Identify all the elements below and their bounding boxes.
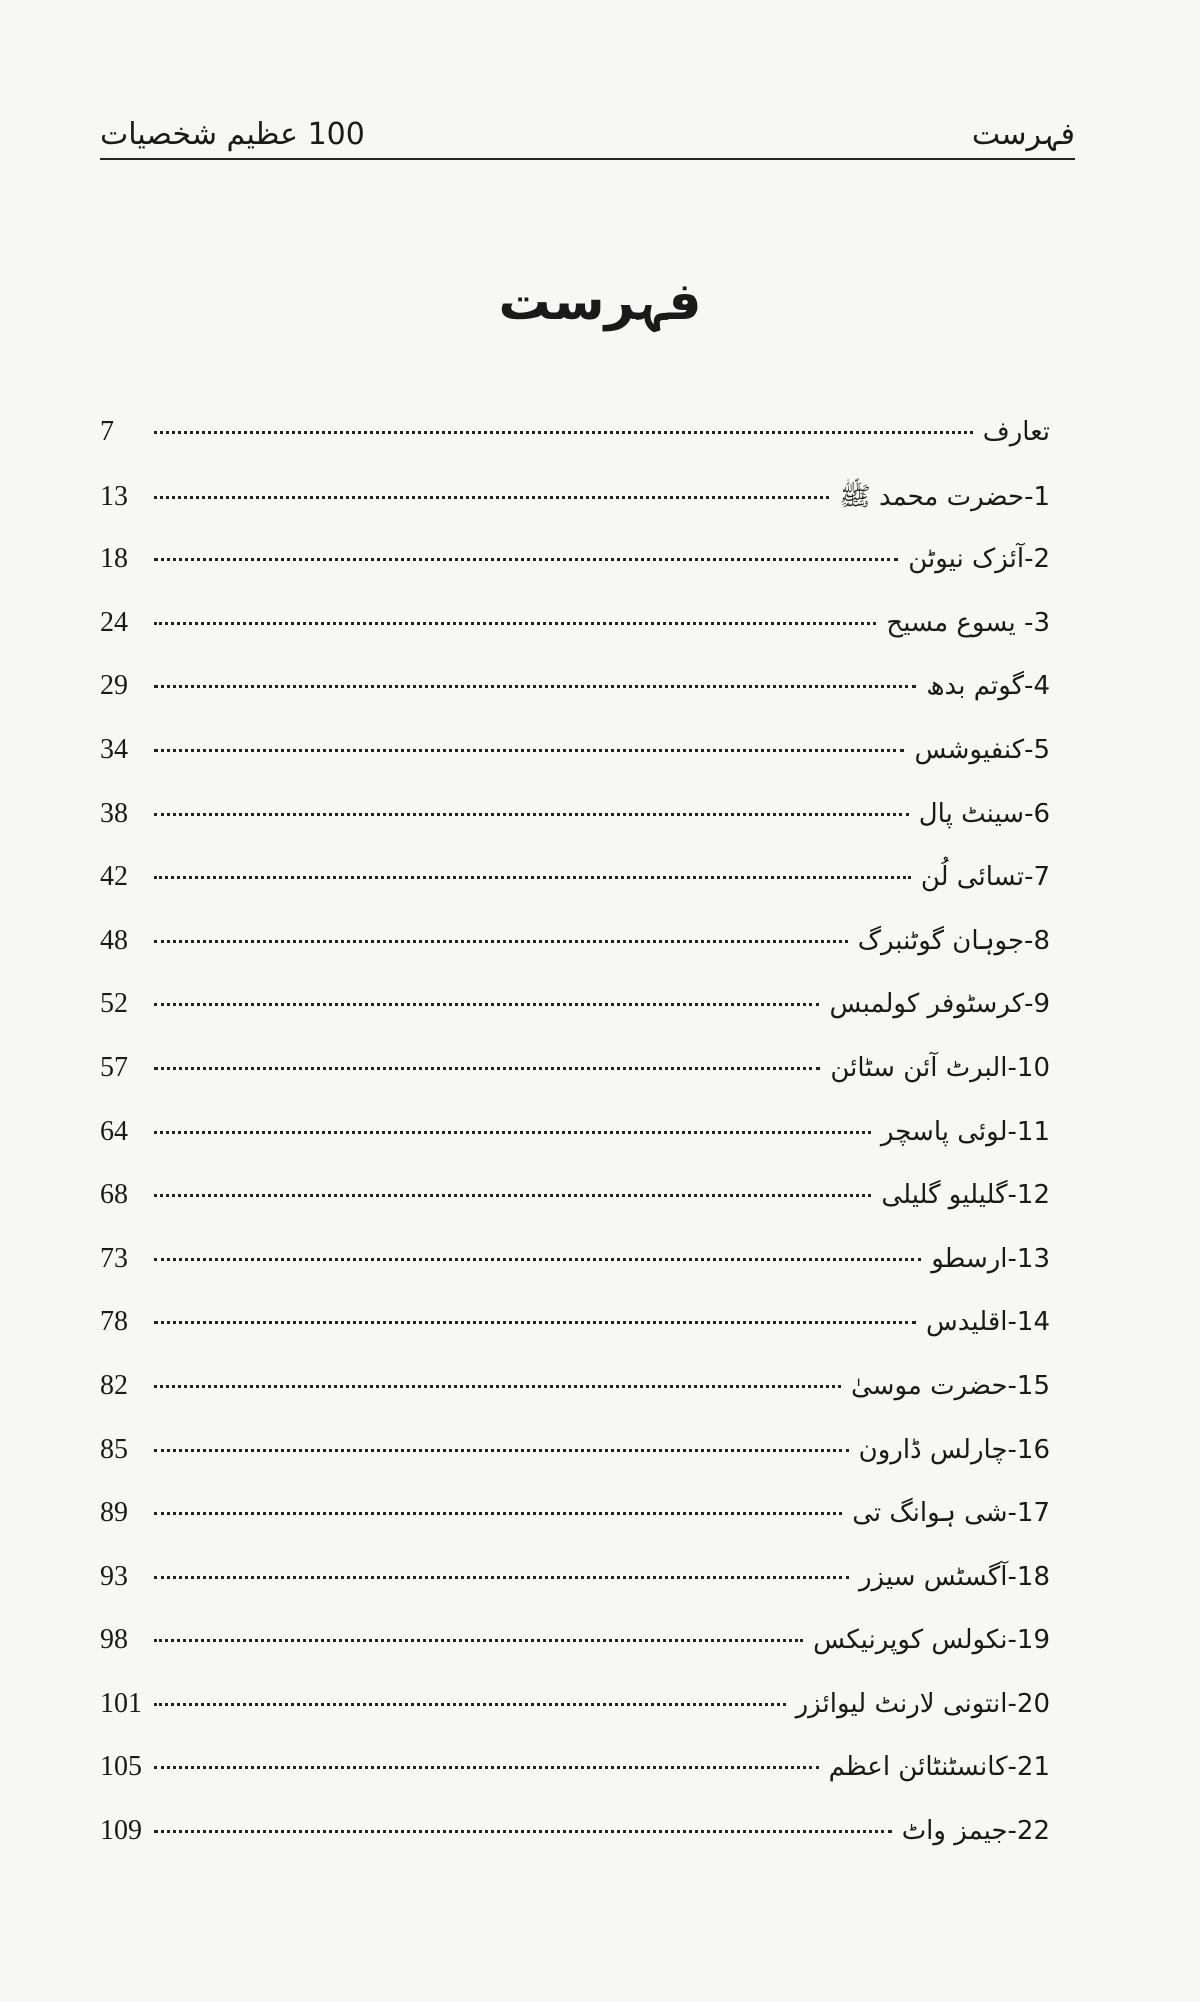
toc-entry-title: 12-گلیلیو گلیلی <box>881 1180 1050 1211</box>
toc-entry-page-number: 42 <box>100 861 128 893</box>
toc-entry <box>100 1116 1050 1180</box>
toc-entry-title: 4-گوتم بدھ <box>926 671 1050 702</box>
header-book-title: 100 عظیم شخصیات <box>100 117 365 152</box>
dot-leader <box>154 558 898 561</box>
dot-leader <box>154 1194 871 1197</box>
toc-entry-title: 1-حضرت محمد ﷺ <box>839 481 1050 512</box>
toc-entry-page-number: 48 <box>100 924 128 956</box>
toc-entry-title: 10-البرٹ آئن سٹائن <box>830 1052 1050 1083</box>
toc-entry <box>100 1815 1050 1879</box>
dot-leader <box>154 1321 916 1324</box>
toc-entry <box>100 1052 1050 1116</box>
dot-leader <box>154 1067 820 1070</box>
dot-leader <box>154 431 973 434</box>
toc-entry-page-number: 105 <box>100 1751 142 1783</box>
toc-entry-title: 20-انتونی لارنٹ لیوائزر <box>795 1688 1050 1719</box>
toc-entry-title: 7-تسائی لُن <box>920 862 1050 893</box>
toc-entry-page-number: 13 <box>100 480 128 512</box>
toc-entry-page-number: 68 <box>100 1179 128 1211</box>
toc-entry-title: تعارف <box>982 417 1050 447</box>
toc-entry <box>100 1497 1050 1561</box>
toc-entry-page-number: 85 <box>100 1433 128 1465</box>
dot-leader <box>154 496 829 499</box>
toc-entry <box>100 543 1050 607</box>
dot-leader <box>154 1766 819 1769</box>
dot-leader <box>154 1576 849 1579</box>
toc-entry <box>100 1434 1050 1498</box>
dot-leader <box>154 1385 841 1388</box>
toc-entry-page-number: 109 <box>100 1815 142 1847</box>
dot-leader <box>154 1512 842 1515</box>
toc-entry-page-number: 7 <box>100 416 114 447</box>
toc-entry <box>100 861 1050 925</box>
toc-entry-title: 2-آئزک نیوٹن <box>908 544 1050 575</box>
dot-leader <box>154 685 916 688</box>
toc-entry <box>100 1370 1050 1434</box>
toc-entry-page-number: 24 <box>100 606 128 638</box>
toc-entry-page-number: 93 <box>100 1560 128 1592</box>
dot-leader <box>154 1449 849 1452</box>
dot-leader <box>154 749 904 752</box>
toc-entry-title: 16-چارلس ڈارون <box>858 1434 1050 1465</box>
dot-leader <box>154 813 909 816</box>
toc-entry-title: 19-نکولس کوپرنیکس <box>813 1625 1050 1656</box>
toc-entry-page-number: 89 <box>100 1497 128 1529</box>
toc-entry-page-number: 29 <box>100 670 128 702</box>
page-title: فہرست <box>498 272 702 332</box>
toc-entry-title: 22-جیمز واٹ <box>901 1816 1050 1847</box>
toc-entry-page-number: 38 <box>100 797 128 829</box>
toc-entry <box>100 1751 1050 1815</box>
toc-entry <box>100 988 1050 1052</box>
toc-entry-page-number: 34 <box>100 733 128 765</box>
dot-leader <box>154 1003 819 1006</box>
toc-entry <box>100 1306 1050 1370</box>
dot-leader <box>154 622 876 625</box>
toc-entry-page-number: 82 <box>100 1369 128 1401</box>
dot-leader <box>154 1639 803 1642</box>
toc-entry-title: 13-ارسطو <box>931 1243 1050 1274</box>
toc-entry-page-number: 98 <box>100 1624 128 1656</box>
dot-leader <box>154 1131 871 1134</box>
toc-entry <box>100 798 1050 862</box>
dot-leader <box>154 1258 921 1261</box>
toc-entry <box>100 416 1050 480</box>
toc-entry-page-number: 78 <box>100 1306 128 1338</box>
toc-entry <box>100 607 1050 671</box>
toc-entry-title: 15-حضرت موسیٰ <box>851 1370 1050 1401</box>
toc-entry <box>100 480 1050 544</box>
dot-leader <box>154 1703 786 1706</box>
toc-entry-title: 9-کرسٹوفر کولمبس <box>829 989 1050 1020</box>
toc-entry-title: 5-کنفیوشس <box>914 734 1050 765</box>
toc-entry-page-number: 52 <box>100 988 128 1020</box>
dot-leader <box>154 940 848 943</box>
toc-entry-page-number: 73 <box>100 1242 128 1274</box>
toc-entry-page-number: 64 <box>100 1115 128 1147</box>
toc-entry-title: 6-سینٹ پال <box>918 798 1050 829</box>
toc-entry-title: 14-اقلیدس <box>926 1307 1050 1338</box>
toc-entry-title: 17-شی ہوانگ تی <box>852 1498 1050 1529</box>
table-of-contents <box>100 416 1050 1879</box>
toc-entry <box>100 1688 1050 1752</box>
toc-entry-page-number: 18 <box>100 543 128 575</box>
toc-entry-title: 18-آگسٹس سیزر <box>858 1561 1050 1592</box>
toc-entry <box>100 734 1050 798</box>
toc-entry-page-number: 101 <box>100 1687 142 1719</box>
toc-entry <box>100 1624 1050 1688</box>
toc-entry <box>100 670 1050 734</box>
toc-entry <box>100 1561 1050 1625</box>
toc-entry <box>100 1179 1050 1243</box>
toc-entry <box>100 1243 1050 1307</box>
dot-leader <box>154 1830 892 1833</box>
running-header <box>100 108 1075 160</box>
toc-entry <box>100 925 1050 989</box>
toc-entry-title: 8-جوہان گوٹنبرگ <box>857 925 1050 956</box>
dot-leader <box>154 876 911 879</box>
toc-entry-title: 21-کانسٹنٹائن اعظم <box>828 1752 1050 1783</box>
toc-entry-title: 11-لوئی پاسچر <box>880 1116 1050 1147</box>
toc-entry-title: 3- یسوع مسیح <box>886 607 1050 638</box>
header-section-title: فہرست <box>971 117 1075 152</box>
toc-entry-page-number: 57 <box>100 1051 128 1083</box>
